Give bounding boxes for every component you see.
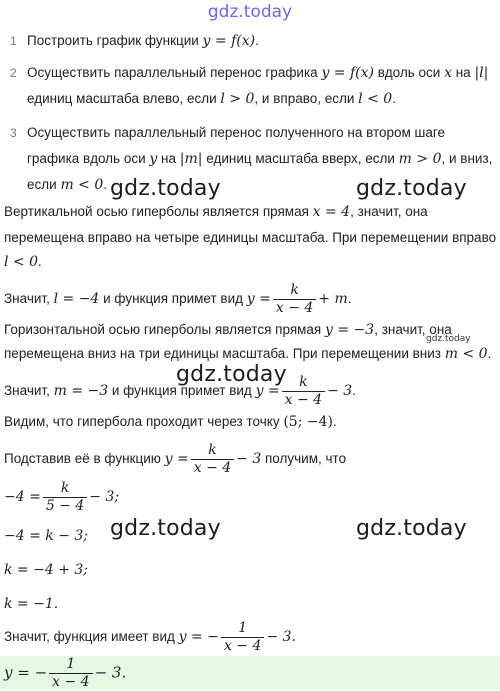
denominator: x − 4 xyxy=(223,638,262,654)
math: y = f(x) xyxy=(202,33,256,49)
step-1 xyxy=(10,28,495,54)
step-number: 1 xyxy=(10,34,17,48)
text: . xyxy=(103,177,108,192)
text: . xyxy=(332,414,337,429)
text: Значит, xyxy=(4,291,54,307)
paragraph-substitute xyxy=(4,442,346,477)
math: l > 0 xyxy=(220,91,255,107)
watermark: gdz.today xyxy=(356,516,467,541)
denominator: x − 4 xyxy=(275,300,314,316)
equation-1 xyxy=(4,480,119,515)
paragraph-horizontal-axis xyxy=(4,322,452,338)
text: . xyxy=(255,33,259,48)
paragraph-l-value xyxy=(4,282,352,317)
text: на xyxy=(451,65,475,80)
step-2 xyxy=(10,60,495,112)
equation-3: k = −4 + 3; xyxy=(4,562,89,578)
text: . xyxy=(347,291,352,307)
math: x = 4 xyxy=(312,204,351,220)
math: x xyxy=(444,65,452,81)
watermark: gdz.today xyxy=(110,516,221,541)
text: и функция примет вид xyxy=(108,383,256,399)
paragraph-vertical-axis xyxy=(4,204,428,220)
watermark: gdz.today xyxy=(356,176,467,201)
numerator: k xyxy=(43,480,87,498)
watermark: gdz.today xyxy=(176,362,287,387)
answer-box xyxy=(0,656,500,690)
math: + m xyxy=(318,291,348,308)
math: |l| xyxy=(474,65,489,81)
math: − 3. xyxy=(94,663,127,682)
watermark: gdz.today xyxy=(110,176,221,201)
paragraph-result xyxy=(4,620,296,655)
fraction xyxy=(273,282,316,317)
text: Осуществить параллельный перенос полученного на втором шаге xyxy=(27,125,446,140)
text: перемещена вниз на три единицы масштаба. При перемещении вниз xyxy=(4,346,445,361)
math: y = xyxy=(246,291,271,308)
fraction xyxy=(49,656,92,691)
fraction xyxy=(221,620,264,655)
math: − 3; xyxy=(89,489,120,506)
answer-formula xyxy=(4,656,126,691)
top-watermark: gdz.today xyxy=(207,2,293,22)
math: m = −3 xyxy=(53,383,109,400)
text: графика вдоль оси xyxy=(27,151,150,166)
math: −4 = xyxy=(4,489,41,506)
fraction xyxy=(191,442,234,477)
text: Вертикальной осью гиперболы является прямая xyxy=(4,204,313,219)
fraction xyxy=(282,374,325,409)
math: − 3. xyxy=(266,629,296,646)
text: на xyxy=(157,151,180,166)
text: если xyxy=(27,177,61,192)
paragraph-line xyxy=(4,230,496,245)
equation-4: k = −1. xyxy=(4,596,59,612)
denominator: x − 4 xyxy=(52,674,90,690)
text: Значит, xyxy=(4,383,54,399)
math: m < 0 xyxy=(444,346,488,362)
text: единиц масштаба вверх, если xyxy=(202,151,399,166)
watermark-small: gdz.today xyxy=(426,334,471,344)
text: , значит, она xyxy=(350,204,428,219)
text: вдоль оси xyxy=(373,65,445,80)
text: . xyxy=(38,254,42,269)
text: Горизонтальной осью гиперболы является прямая xyxy=(4,322,325,337)
math: |m| xyxy=(179,151,203,167)
math: m > 0 xyxy=(398,151,442,167)
text: , и вниз, xyxy=(441,151,493,166)
paragraph-line xyxy=(4,254,42,270)
math: y = − xyxy=(178,629,219,646)
math: l = −4 xyxy=(53,291,100,308)
numerator: 1 xyxy=(49,656,92,674)
paragraph-point xyxy=(4,414,337,430)
math: y = − xyxy=(4,663,48,682)
text: , значит, она xyxy=(374,322,452,337)
step-text: Построить график функции xyxy=(27,33,203,48)
text: , и вправо, если xyxy=(254,91,359,106)
text: Значит, функция имеет вид xyxy=(4,629,179,645)
step-number: 3 xyxy=(10,126,17,140)
numerator: k xyxy=(273,282,316,300)
paragraph-line xyxy=(4,346,491,362)
numerator: k xyxy=(282,374,325,392)
text: . xyxy=(352,383,356,399)
fraction xyxy=(43,480,87,515)
text: получим, что xyxy=(261,451,347,467)
math: y = −3 xyxy=(325,322,375,338)
text: единиц масштаба влево, если xyxy=(27,91,221,106)
math: y xyxy=(149,151,158,167)
math: y = xyxy=(164,451,189,468)
denominator: x − 4 xyxy=(284,392,323,408)
math: l < 0 xyxy=(4,254,39,270)
step-number: 2 xyxy=(10,66,17,80)
text: перемещена вправо на четыре единицы масштаба. При перемещении вправо xyxy=(4,230,497,245)
denominator: x − 4 xyxy=(193,460,232,476)
math: m < 0 xyxy=(60,177,104,193)
math: (5; −4) xyxy=(283,414,333,430)
math: l < 0 xyxy=(358,91,393,107)
numerator: 1 xyxy=(221,620,264,638)
denominator: 5 − 4 xyxy=(45,498,85,514)
text: Видим, что гипербола проходит через точку xyxy=(4,414,284,429)
numerator: k xyxy=(191,442,234,460)
paragraph-m-value xyxy=(4,374,356,409)
text: Подставив её в функцию xyxy=(4,451,165,467)
math: − 3 xyxy=(327,383,353,400)
text: . xyxy=(487,346,492,361)
math: y = xyxy=(255,383,280,400)
text: . xyxy=(392,91,396,106)
text: и функция примет вид xyxy=(99,291,247,307)
text: Осуществить параллельный перенос графика xyxy=(27,65,322,80)
math: − 3 xyxy=(236,451,262,468)
equation-2: −4 = k − 3; xyxy=(4,528,89,544)
math: y = f(x) xyxy=(321,65,374,81)
